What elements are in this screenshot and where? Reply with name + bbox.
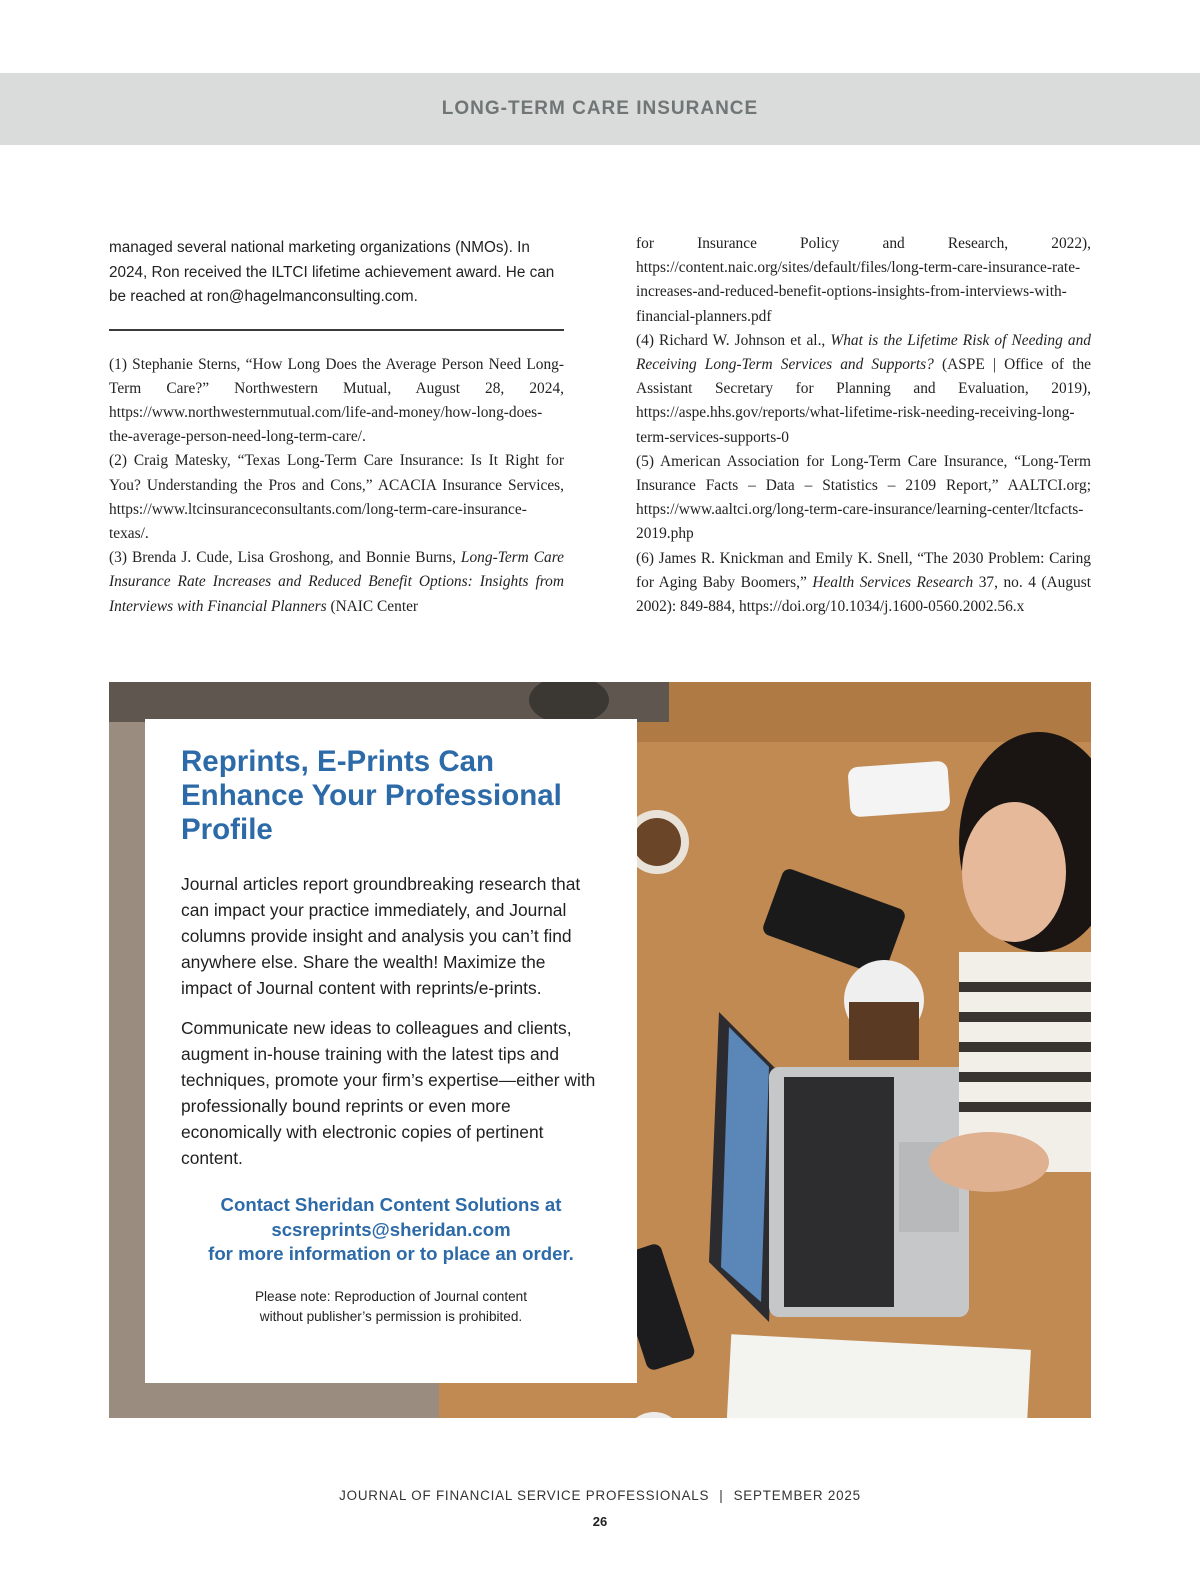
reprints-ad-card [145, 719, 637, 1383]
laptop-display [721, 1027, 769, 1302]
laptop-keyboard [784, 1077, 894, 1307]
ad-paragraph-1: Journal articles report groundbreaking research that can impact your practice immediately, and Journal columns provide insight and analysis you can’t find anywhere else. Share the wealth! Maximize the impact of Journal content with reprints/e-prints. [181, 874, 581, 998]
endnote-6-authors: (6) James R. Knickman and Emily K. Snell, “The 2030 Problem: Caring for Aging Baby Boomers,” [636, 549, 1091, 591]
endnote-6-details: 37, no. 4 (August 2002): 849-884, https://doi.org/10.1034/j.1600-0560.2002.56.x [636, 573, 1092, 616]
endnote-3-continued: for Insurance Policy and Research, 2022), https://content.naic.org/sites/default/files/long-term-care-insurance-rate-increases-and-reduced-benefit-options-insights-from-interviews-with-financial-planners.pdf [636, 235, 1091, 325]
section-header-band [0, 73, 1200, 145]
endnote-3-authors: (3) Brenda J. Cude, Lisa Groshong, and Bonnie Burns, [109, 549, 461, 567]
endnote-4 [636, 329, 1091, 450]
endnote-4-authors: (4) Richard W. Johnson et al., [636, 331, 831, 349]
ad-body [181, 871, 601, 1171]
left-column [109, 236, 564, 619]
stripe-2 [959, 1012, 1091, 1022]
endnote-3-title: Long-Term Care Insurance Rate Increases and Reduced Benefit Options: Insights from Interviews with Financial Planners [109, 549, 564, 615]
issue-date: SEPTEMBER 2025 [733, 1488, 861, 1503]
ad-disclaimer-line-1: Please note: Reproduction of Journal content [254, 1288, 528, 1304]
endnote-1: (1) Stephanie Sterns, “How Long Does the Average Person Need Long-Term Care?” Northwestern Mutual, August 28, 2024, https://www.northwesternmutual.com/life-and-money/how-long-does-the-average-person-need-long-term-care/. [109, 355, 564, 446]
journal-name: JOURNAL OF FINANCIAL SERVICE PROFESSIONALS [339, 1488, 710, 1503]
ad-contact-info-line: for more information or to place an order. [208, 1243, 574, 1264]
stripe-4 [959, 1072, 1091, 1082]
footer-separator: | [719, 1488, 724, 1503]
stripe-3 [959, 1042, 1091, 1052]
endnote-3-publisher: (NAIC Center [326, 597, 419, 615]
endnotes-left [109, 353, 564, 619]
page-number: 26 [592, 1514, 608, 1529]
right-column [636, 232, 1091, 619]
endnote-4-title: What is the Lifetime Risk of Needing and Receiving Long-Term Services and Supports? [636, 331, 1091, 374]
coffee-cup-body [849, 1002, 919, 1060]
stripe-5 [959, 1102, 1091, 1112]
endnotes-divider [109, 329, 564, 331]
ad-contact-line: Contact Sheridan Content Solutions at [220, 1194, 562, 1215]
ad-disclaimer-line-2: without publisher’s permission is prohibited. [259, 1308, 523, 1324]
endnote-4-publisher: (ASPE | Office of the Assistant Secretary for Planning and Evaluation, 2019), https://aspe.hhs.gov/reports/what-lifetime-risk-needing-receiving-long-term-services-supports-0 [636, 356, 1091, 446]
smartphone-white [847, 761, 950, 818]
ad-contact-email[interactable]: scsreprints@sheridan.com [271, 1218, 511, 1240]
endnote-2: (2) Craig Matesky, “Texas Long-Term Care Insurance: Is It Right for You? Understanding the Pros and Cons,” ACACIA Insurance Services, https://www.ltcinsuranceconsultants.com/long-term-care-insurance-texas/. [109, 452, 564, 542]
endnote-5: (5) American Association for Long-Term Care Insurance, “Long-Term Insurance Facts – Data – Statistics – 2109 Report,” AALTCI.org; https://www.aaltci.org/long-term-care-insurance/learning-center/ltcfacts-2019.php [636, 452, 1091, 543]
endnote-3 [109, 546, 564, 619]
woman-arm [929, 1132, 1049, 1192]
ad-disclaimer [181, 1287, 601, 1327]
author-bio: managed several national marketing organizations (NMOs). In 2024, Ron received the ILTCI lifetime achievement award. He can be reached at ron@hagelmanconsulting.com. [109, 239, 555, 305]
coffee-in-cup [633, 818, 681, 866]
endnotes-right [636, 232, 1091, 619]
ad-headline: Reprints, E-Prints Can Enhance Your Professional Profile [181, 745, 562, 846]
endnote-6-journal: Health Services Research [812, 573, 974, 591]
stripe-1 [959, 982, 1091, 992]
ad-contact [181, 1193, 601, 1267]
page-footer [0, 1488, 1200, 1503]
section-title: LONG-TERM CARE INSURANCE [441, 98, 759, 119]
woman-face [962, 802, 1066, 942]
ad-paragraph-2: Communicate new ideas to colleagues and clients, augment in-house training with the latest tips and techniques, promote your firm’s expertise—either with professionally bound reprints or even more economically with electronic copies of pertinent content. [181, 1018, 596, 1168]
endnote-6 [636, 547, 1091, 620]
